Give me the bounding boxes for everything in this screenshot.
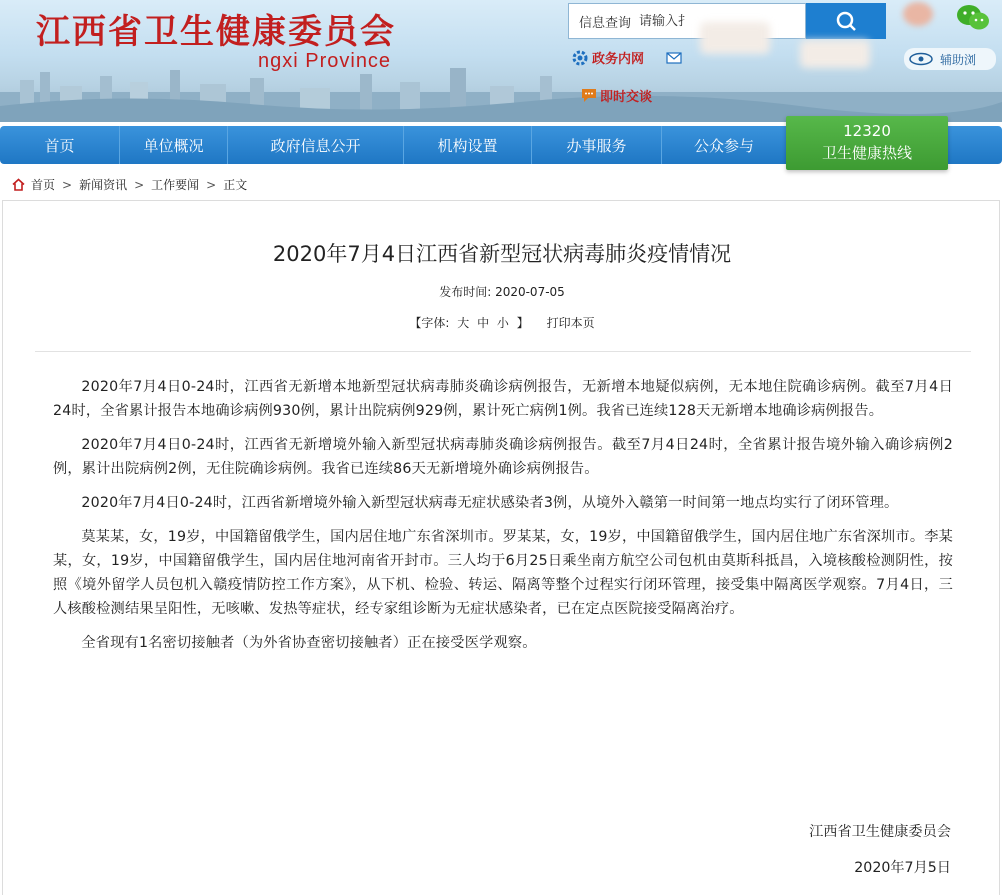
paragraph: 2020年7月4日0-24时，江西省无新增境外输入新型冠状病毒肺炎确诊病例报告。截至7月4日24时，全省累计报告境外输入确诊病例2例，累计出院病例2例，无住院确诊病例。我省已连续86天无新增境外确诊病例报告。 — [53, 437, 953, 477]
gear-icon — [572, 50, 588, 66]
chevron-right-icon: > — [134, 177, 145, 192]
blurred-icon — [903, 2, 933, 26]
hotline-label: 卫生健康热线 — [821, 144, 912, 162]
font-label-close: 】 — [516, 316, 529, 330]
nav-home[interactable]: 首页 — [0, 126, 120, 164]
font-tools — [3, 314, 1001, 331]
font-medium-button[interactable]: 中 — [477, 316, 490, 330]
font-small-button[interactable]: 小 — [496, 316, 509, 330]
accessibility-link[interactable] — [904, 48, 996, 70]
blurred-region — [800, 40, 870, 68]
font-large-button[interactable]: 大 — [457, 316, 470, 330]
city-skyline-banner — [0, 62, 1002, 122]
intranet-link-label: 政务内网 — [592, 52, 645, 67]
home-icon — [12, 178, 25, 191]
paragraph: 2020年7月4日0-24时，江西省新增境外输入新型冠状病毒无症状感染者3例，从境外入赣第一时间第一地点均实行了闭环管理。 — [81, 495, 899, 511]
signature: 江西省卫生健康委员会 — [809, 824, 951, 840]
hotline-button[interactable] — [786, 116, 948, 170]
publish-info — [3, 283, 1001, 300]
site-title[interactable]: 江西省卫生健康委员会 — [36, 12, 396, 52]
publish-label: 发布时间: — [439, 285, 492, 299]
breadcrumb-current: 正文 — [223, 178, 248, 192]
quick-links — [572, 48, 682, 67]
accessibility-link-label: 辅助浏 — [940, 52, 977, 67]
search-box — [568, 3, 806, 39]
chat-icon — [580, 87, 600, 105]
breadcrumb-work-news[interactable]: 工作要闻 — [151, 178, 200, 192]
nav-services[interactable]: 办事服务 — [532, 126, 662, 164]
print-button[interactable]: 打印本页 — [546, 316, 595, 330]
hotline-number: 12320 — [843, 122, 891, 140]
nav-organization[interactable]: 机构设置 — [404, 126, 532, 164]
breadcrumb-news[interactable]: 新闻资讯 — [79, 178, 128, 192]
font-label: 【字体: — [409, 316, 450, 330]
paragraph: 莫某某，女，19岁，中国籍留俄学生，国内居住地广东省深圳市。罗某某，女，19岁，中国籍留俄学生，国内居住地广东省深圳市。李某某，女，19岁，中国籍留俄学生，国内居住地河南省开封市。三人均于6月25日乘坐南方航空公司包机由莫斯科抵昌，入境核酸检测阴性，按照《境外留学人员包机入赣疫情防控工作方案》，从下机、检验、转运、隔离等整个过程实行闭环管理，接受集中隔离医学观察。7月4日，三人核酸检测结果呈阳性，无咳嗽、发热等症状，经专家组诊断为无症状感染者，已在定点医院接受隔离治疗。 — [53, 529, 953, 617]
breadcrumb — [12, 176, 247, 193]
publish-date: 2020-07-05 — [495, 285, 565, 299]
breadcrumb-home[interactable]: 首页 — [31, 178, 56, 192]
sign-date: 2020年7月5日 — [854, 860, 951, 876]
paragraph: 全省现有1名密切接触者（为外省协查密切接触者）正在接受医学观察。 — [81, 635, 537, 651]
article-body — [53, 375, 953, 665]
main-nav — [0, 122, 1002, 168]
search-category[interactable]: 信息查询 — [579, 15, 632, 31]
search-icon — [835, 10, 857, 32]
live-chat-label: 即时交谈 — [600, 90, 653, 105]
nav-gov-info[interactable]: 政府信息公开 — [228, 126, 404, 164]
nav-unit-overview[interactable]: 单位概况 — [120, 126, 228, 164]
nav-public-participation[interactable]: 公众参与 — [693, 136, 754, 155]
paragraph: 2020年7月4日0-24时，江西省无新增本地新型冠状病毒肺炎确诊病例报告，无新增本地疑似病例，无本地住院确诊病例。截至7月4日24时，全省累计报告本地确诊病例930例，累计出院病例929例，累计死亡病例1例。我省已连续128天无新增本地确诊病例报告。 — [53, 379, 953, 419]
article-title: 2020年7月4日江西省新型冠状病毒肺炎疫情情况 — [272, 242, 732, 266]
chevron-right-icon: > — [62, 177, 73, 192]
eye-icon — [908, 52, 934, 66]
article-container — [2, 200, 1000, 895]
divider — [35, 351, 971, 352]
live-chat-link[interactable] — [580, 86, 652, 105]
mail-icon[interactable] — [666, 51, 682, 65]
wechat-icon[interactable] — [956, 4, 990, 32]
site-header — [0, 0, 1002, 122]
blurred-region — [700, 22, 770, 54]
site-subtitle: ngxi Province — [258, 50, 392, 72]
chevron-right-icon: > — [206, 177, 217, 192]
intranet-link[interactable] — [572, 48, 644, 67]
search-button[interactable] — [806, 3, 886, 39]
